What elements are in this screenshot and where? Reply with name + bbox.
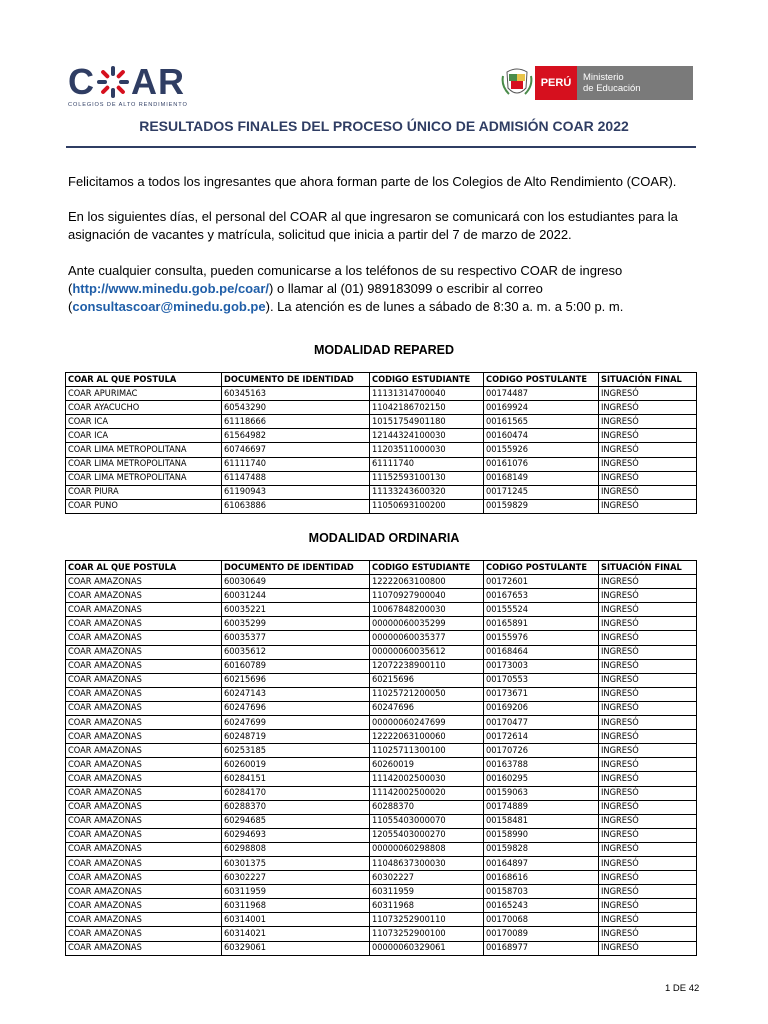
table-cell: 00000060035612 (370, 645, 484, 659)
table-cell: INGRESÓ (599, 856, 697, 870)
table-cell: COAR AMAZONAS (66, 786, 222, 800)
ministry-label (577, 66, 693, 100)
column-header: COAR AL QUE POSTULA (66, 561, 222, 575)
table-row (66, 927, 697, 941)
table-header-row (66, 373, 697, 387)
table-row (66, 499, 697, 513)
coar-website-link[interactable]: http://www.minedu.gob.pe/coar/ (72, 281, 270, 296)
table-row (66, 913, 697, 927)
table-cell: 00000060247699 (370, 716, 484, 730)
table-row (66, 842, 697, 856)
ministry-line-2: de Educación (583, 83, 641, 94)
table-cell: 60345163 (222, 387, 370, 401)
table-cell: COAR LIMA METROPOLITANA (66, 443, 222, 457)
column-header: DOCUMENTO DE IDENTIDAD (222, 373, 370, 387)
table-row (66, 645, 697, 659)
table-cell: 60030649 (222, 575, 370, 589)
table-cell: 61111740 (370, 457, 484, 471)
table-cell: 60298808 (222, 842, 370, 856)
table-cell: INGRESÓ (599, 687, 697, 701)
table-cell: INGRESÓ (599, 927, 697, 941)
table-row (66, 589, 697, 603)
table-row (66, 885, 697, 899)
table-cell: INGRESÓ (599, 415, 697, 429)
table-cell: 00170726 (484, 744, 599, 758)
table-cell: COAR AMAZONAS (66, 758, 222, 772)
table-cell: 00173003 (484, 659, 599, 673)
table-cell: 11133243600320 (370, 485, 484, 499)
table-cell: INGRESÓ (599, 617, 697, 631)
table-cell: INGRESÓ (599, 758, 697, 772)
table-row (66, 603, 697, 617)
table-cell: 60294685 (222, 814, 370, 828)
table-cell: 11131314700040 (370, 387, 484, 401)
table-row (66, 387, 697, 401)
coar-logo-wordmark (68, 61, 220, 102)
table-cell: COAR AMAZONAS (66, 603, 222, 617)
table-cell: 60035612 (222, 645, 370, 659)
table-cell: 00168149 (484, 471, 599, 485)
table-cell: 00170068 (484, 913, 599, 927)
table-cell: 11055403000070 (370, 814, 484, 828)
table-cell: 61190943 (222, 485, 370, 499)
paragraph-contact (68, 262, 708, 316)
table-row (66, 814, 697, 828)
table-cell: COAR LIMA METROPOLITANA (66, 457, 222, 471)
table-cell: 00169924 (484, 401, 599, 415)
table-cell: 60247696 (222, 701, 370, 715)
table-cell: 60253185 (222, 744, 370, 758)
table-cell: 11142002500030 (370, 772, 484, 786)
column-header: SITUACIÓN FINAL (599, 561, 697, 575)
table-row (66, 659, 697, 673)
table-row (66, 730, 697, 744)
table-cell: 00170553 (484, 673, 599, 687)
table-row (66, 617, 697, 631)
table-cell: COAR ICA (66, 415, 222, 429)
ministry-line-1: Ministerio (583, 72, 624, 83)
table-cell: 00168977 (484, 941, 599, 955)
table-cell: COAR AMAZONAS (66, 589, 222, 603)
table-cell: 00158703 (484, 885, 599, 899)
table-cell: 11073252900110 (370, 913, 484, 927)
table-cell: 00174487 (484, 387, 599, 401)
table-row (66, 687, 697, 701)
table-cell: 60160789 (222, 659, 370, 673)
table-cell: 10151754901180 (370, 415, 484, 429)
table-cell: COAR AMAZONAS (66, 687, 222, 701)
table-cell: 60311968 (370, 899, 484, 913)
table-cell: INGRESÓ (599, 701, 697, 715)
table-cell: 60288370 (222, 800, 370, 814)
table-repared (65, 372, 697, 514)
table-cell: 11042186702150 (370, 401, 484, 415)
column-header: CODIGO POSTULANTE (484, 561, 599, 575)
table-cell: 60260019 (370, 758, 484, 772)
table-cell: COAR AMAZONAS (66, 814, 222, 828)
section-title-repared: MODALIDAD REPARED (313, 343, 455, 357)
table-cell: COAR ICA (66, 429, 222, 443)
table-row (66, 941, 697, 955)
table-cell: 00168616 (484, 871, 599, 885)
table-cell: INGRESÓ (599, 716, 697, 730)
table-cell: COAR PUNO (66, 499, 222, 513)
table-cell: 60314001 (222, 913, 370, 927)
table-cell: 00165243 (484, 899, 599, 913)
table-cell: 60294693 (222, 828, 370, 842)
table-cell: COAR AMAZONAS (66, 856, 222, 870)
table-cell: COAR AYACUCHO (66, 401, 222, 415)
table-cell: 60314021 (222, 927, 370, 941)
contact-email-link[interactable]: consultascoar@minedu.gob.pe (72, 299, 266, 314)
table-cell: INGRESÓ (599, 899, 697, 913)
table-cell: 00170089 (484, 927, 599, 941)
column-header: COAR AL QUE POSTULA (66, 373, 222, 387)
page-title: RESULTADOS FINALES DEL PROCESO ÚNICO DE ADMISIÓN COAR 2022 (139, 118, 629, 134)
table-row (66, 786, 697, 800)
table-cell: 00159063 (484, 786, 599, 800)
table-cell: 60311959 (370, 885, 484, 899)
table-cell: COAR AMAZONAS (66, 885, 222, 899)
table-cell: 61111740 (222, 457, 370, 471)
table-row (66, 828, 697, 842)
table-cell: INGRESÓ (599, 575, 697, 589)
table-cell: 60302227 (370, 871, 484, 885)
table-cell: COAR AMAZONAS (66, 730, 222, 744)
table-cell: 00174889 (484, 800, 599, 814)
table-cell: COAR AMAZONAS (66, 899, 222, 913)
table-row (66, 429, 697, 443)
table-cell: 60543290 (222, 401, 370, 415)
table-cell: 11025711300100 (370, 744, 484, 758)
table-cell: 00160295 (484, 772, 599, 786)
logo-text-right: AR (131, 61, 185, 102)
table-row (66, 485, 697, 499)
table-cell: 11025721200050 (370, 687, 484, 701)
contact-text-b: ) o llamar al (01) 989183099 o escribir al correo ( (68, 281, 543, 314)
table-cell: INGRESÓ (599, 471, 697, 485)
title-divider (66, 146, 696, 148)
table-cell: INGRESÓ (599, 800, 697, 814)
table-cell: 60248719 (222, 730, 370, 744)
table-cell: 12144324100030 (370, 429, 484, 443)
table-row (66, 716, 697, 730)
table-cell: INGRESÓ (599, 659, 697, 673)
table-cell: INGRESÓ (599, 499, 697, 513)
table-cell: 00167653 (484, 589, 599, 603)
table-cell: 60301375 (222, 856, 370, 870)
table-row (66, 899, 697, 913)
table-cell: 60284151 (222, 772, 370, 786)
table-cell: COAR PIURA (66, 485, 222, 499)
table-cell: 60247699 (222, 716, 370, 730)
table-row (66, 415, 697, 429)
table-cell: INGRESÓ (599, 842, 697, 856)
table-row (66, 631, 697, 645)
coar-logo (68, 61, 220, 110)
table-cell: 00171245 (484, 485, 599, 499)
table-cell: INGRESÓ (599, 744, 697, 758)
coat-of-arms-icon (499, 66, 535, 100)
table-cell: 11050693100200 (370, 499, 484, 513)
column-header: CODIGO POSTULANTE (484, 373, 599, 387)
table-cell: COAR AMAZONAS (66, 673, 222, 687)
table-row (66, 471, 697, 485)
column-header: SITUACIÓN FINAL (599, 373, 697, 387)
table-cell: 60288370 (370, 800, 484, 814)
table-cell: COAR AMAZONAS (66, 645, 222, 659)
table-row (66, 457, 697, 471)
table-row (66, 772, 697, 786)
table-cell: 11048637300030 (370, 856, 484, 870)
table-cell: 00161565 (484, 415, 599, 429)
table-cell: INGRESÓ (599, 443, 697, 457)
table-cell: 00159828 (484, 842, 599, 856)
table-cell: 00158481 (484, 814, 599, 828)
table-cell: 00158990 (484, 828, 599, 842)
table-cell: 00168464 (484, 645, 599, 659)
contact-text-c: ). La atención es de lunes a sábado de 8:30 a. m. a 5:00 p. m. (265, 299, 624, 314)
government-logo (499, 66, 693, 100)
table-cell: INGRESÓ (599, 828, 697, 842)
logo-subtitle: COLEGIOS DE ALTO RENDIMIENTO (68, 102, 188, 108)
section-title-ordinaria: MODALIDAD ORDINARIA (308, 531, 460, 545)
table-cell: 00000060298808 (370, 842, 484, 856)
table-cell: COAR AMAZONAS (66, 701, 222, 715)
table-cell: 00000060035299 (370, 617, 484, 631)
table-cell: INGRESÓ (599, 730, 697, 744)
table-cell: 60302227 (222, 871, 370, 885)
table-cell: 00000060035377 (370, 631, 484, 645)
table-cell: COAR AMAZONAS (66, 575, 222, 589)
page-header (0, 0, 768, 112)
table-cell: COAR AMAZONAS (66, 871, 222, 885)
table-cell: 12222063100060 (370, 730, 484, 744)
table-cell: COAR AMAZONAS (66, 941, 222, 955)
table-cell: 60215696 (370, 673, 484, 687)
table-row (66, 800, 697, 814)
column-header: DOCUMENTO DE IDENTIDAD (222, 561, 370, 575)
table-cell: COAR AMAZONAS (66, 631, 222, 645)
table-cell: 11070927900040 (370, 589, 484, 603)
table-cell: 11203511000030 (370, 443, 484, 457)
peru-label: PERÚ (535, 66, 577, 100)
table-cell: INGRESÓ (599, 786, 697, 800)
table-cell: 61564982 (222, 429, 370, 443)
table-cell: COAR LIMA METROPOLITANA (66, 471, 222, 485)
table-cell: 61118666 (222, 415, 370, 429)
table-row (66, 575, 697, 589)
table-cell: COAR AMAZONAS (66, 828, 222, 842)
table-cell: 00161076 (484, 457, 599, 471)
table-row (66, 744, 697, 758)
table-cell: COAR AMAZONAS (66, 800, 222, 814)
table-cell: INGRESÓ (599, 814, 697, 828)
table-cell: COAR AMAZONAS (66, 842, 222, 856)
table-cell: 11142002500020 (370, 786, 484, 800)
table-cell: 12222063100800 (370, 575, 484, 589)
table-cell: 00170477 (484, 716, 599, 730)
table-cell: 60311959 (222, 885, 370, 899)
table-cell: INGRESÓ (599, 913, 697, 927)
table-cell: 00160474 (484, 429, 599, 443)
table-header-row (66, 561, 697, 575)
table-cell: 00159829 (484, 499, 599, 513)
table-cell: 60311968 (222, 899, 370, 913)
table-cell: 00172614 (484, 730, 599, 744)
table-cell: 60215696 (222, 673, 370, 687)
table-cell: 60260019 (222, 758, 370, 772)
table-cell: INGRESÓ (599, 589, 697, 603)
table-cell: INGRESÓ (599, 457, 697, 471)
table-cell: INGRESÓ (599, 429, 697, 443)
table-cell: 60035377 (222, 631, 370, 645)
table-row (66, 673, 697, 687)
table-cell: 00163788 (484, 758, 599, 772)
table-cell: 00169206 (484, 701, 599, 715)
table-row (66, 401, 697, 415)
table-cell: INGRESÓ (599, 401, 697, 415)
table-cell: 60035221 (222, 603, 370, 617)
table-cell: COAR APURIMAC (66, 387, 222, 401)
table-cell: INGRESÓ (599, 673, 697, 687)
table-cell: 10067848200030 (370, 603, 484, 617)
table-cell: 60247143 (222, 687, 370, 701)
table-cell: INGRESÓ (599, 885, 697, 899)
table-cell: 12072238900110 (370, 659, 484, 673)
table-cell: 60329061 (222, 941, 370, 955)
table-cell: INGRESÓ (599, 772, 697, 786)
table-cell: 00000060329061 (370, 941, 484, 955)
table-cell: INGRESÓ (599, 387, 697, 401)
table-row (66, 443, 697, 457)
table-cell: COAR AMAZONAS (66, 659, 222, 673)
table-cell: 00155524 (484, 603, 599, 617)
table-cell: 00165891 (484, 617, 599, 631)
table-cell: COAR AMAZONAS (66, 744, 222, 758)
table-row (66, 856, 697, 870)
page-number: 1 DE 42 (665, 983, 700, 994)
table-cell: 00155926 (484, 443, 599, 457)
table-cell: 11152593100130 (370, 471, 484, 485)
paragraph-enrollment: En los siguientes días, el personal del COAR al que ingresaron se comunicará con los estudiantes para la asignación de vacantes y matrícula, solicitud que inicia a partir del 7 de marzo de 2022. (68, 209, 678, 242)
logo-text-left: C (68, 61, 95, 102)
column-header: CODIGO ESTUDIANTE (370, 373, 484, 387)
table-cell: 12055403000270 (370, 828, 484, 842)
table-cell: COAR AMAZONAS (66, 913, 222, 927)
table-cell: 60746697 (222, 443, 370, 457)
table-cell: 00173671 (484, 687, 599, 701)
table-cell: INGRESÓ (599, 871, 697, 885)
table-cell: COAR AMAZONAS (66, 617, 222, 631)
table-cell: 60031244 (222, 589, 370, 603)
table-cell: 11073252900100 (370, 927, 484, 941)
table-row (66, 758, 697, 772)
table-cell: INGRESÓ (599, 631, 697, 645)
table-cell: INGRESÓ (599, 485, 697, 499)
table-row (66, 701, 697, 715)
table-cell: INGRESÓ (599, 645, 697, 659)
table-cell: COAR AMAZONAS (66, 927, 222, 941)
table-cell: 60035299 (222, 617, 370, 631)
contact-text-a: Ante cualquier consulta, pueden comunicarse a los teléfonos de su respectivo COAR de ingreso ( (68, 263, 623, 296)
table-cell: COAR AMAZONAS (66, 716, 222, 730)
paragraph-congratulations: Felicitamos a todos los ingresantes que ahora forman parte de los Colegios de Alto Rendimiento (COAR). (68, 174, 677, 189)
star-icon (96, 65, 130, 99)
table-ordinaria (65, 560, 697, 956)
column-header: CODIGO ESTUDIANTE (370, 561, 484, 575)
table-cell: 61063886 (222, 499, 370, 513)
table-cell: INGRESÓ (599, 603, 697, 617)
table-cell: 00164897 (484, 856, 599, 870)
table-cell: INGRESÓ (599, 941, 697, 955)
table-row (66, 871, 697, 885)
table-cell: 00155976 (484, 631, 599, 645)
table-cell: COAR AMAZONAS (66, 772, 222, 786)
table-cell: 61147488 (222, 471, 370, 485)
table-cell: 60247696 (370, 701, 484, 715)
table-cell: 00172601 (484, 575, 599, 589)
table-cell: 60284170 (222, 786, 370, 800)
